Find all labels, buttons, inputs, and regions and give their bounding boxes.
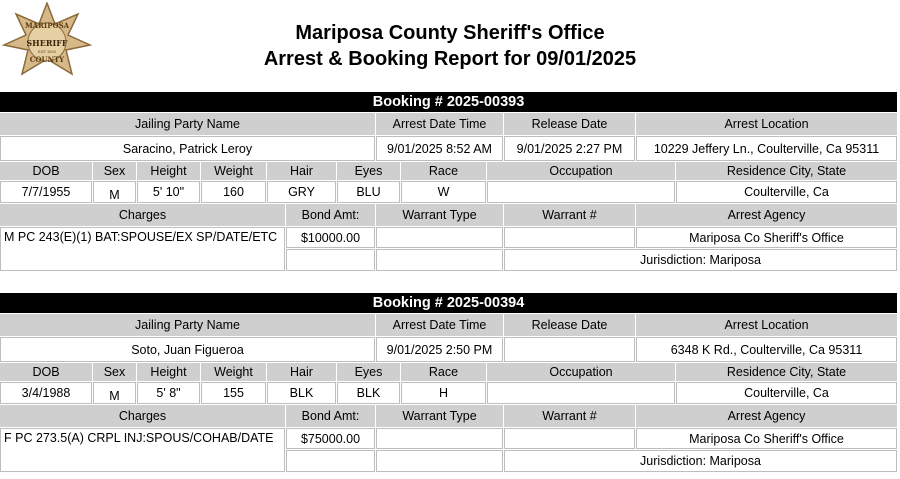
hair-value: BLK xyxy=(267,382,336,404)
sex-value: M xyxy=(93,181,136,203)
jailing-party-name: Saracino, Patrick Leroy xyxy=(0,136,375,161)
label-height: Height xyxy=(137,162,200,180)
occupation-value xyxy=(487,382,675,404)
charges-value: F PC 273.5(A) CRPL INJ:SPOUS/COHAB/DATE xyxy=(0,428,285,472)
bond-amt-value: $75000.00 xyxy=(286,428,375,449)
arrest-date-time: 9/01/2025 2:50 PM xyxy=(376,337,503,362)
hair-value: GRY xyxy=(267,181,336,203)
label-arrest-agency: Arrest Agency xyxy=(636,405,897,427)
label-charges: Charges xyxy=(0,204,285,226)
arrest-agency-value: Mariposa Co Sheriff's Office xyxy=(636,227,897,248)
occupation-value xyxy=(487,181,675,203)
label-hair: Hair xyxy=(267,363,336,381)
label-sex: Sex xyxy=(93,363,136,381)
bond-amt-blank xyxy=(286,450,375,472)
label-eyes: Eyes xyxy=(337,162,400,180)
arrest-agency-value: Mariposa Co Sheriff's Office xyxy=(636,428,897,449)
booking-number-header: Booking # 2025-00393 xyxy=(0,92,897,112)
sex-value: M xyxy=(93,382,136,404)
label-arrest-date-time: Arrest Date Time xyxy=(376,113,503,135)
arrest-date-time: 9/01/2025 8:52 AM xyxy=(376,136,503,161)
label-weight: Weight xyxy=(201,162,266,180)
report-title: Mariposa County Sheriff's Office xyxy=(295,22,605,44)
label-arrest-date-time: Arrest Date Time xyxy=(376,314,503,336)
label-charges: Charges xyxy=(0,405,285,427)
booking-number-header: Booking # 2025-00394 xyxy=(0,293,897,313)
charges-value: M PC 243(E)(1) BAT:SPOUSE/EX SP/DATE/ETC xyxy=(0,227,285,271)
svg-text:EST. 1850: EST. 1850 xyxy=(38,50,56,54)
label-race: Race xyxy=(401,162,486,180)
label-arrest-location: Arrest Location xyxy=(636,113,897,135)
label-hair: Hair xyxy=(267,162,336,180)
label-weight: Weight xyxy=(201,363,266,381)
warrant-type-value xyxy=(376,428,503,449)
svg-text:MARIPOSA: MARIPOSA xyxy=(24,21,70,30)
warrant-blank xyxy=(376,249,503,271)
label-residence: Residence City, State xyxy=(676,363,897,381)
warrant-blank xyxy=(376,450,503,472)
weight-value: 160 xyxy=(201,181,266,203)
label-occupation: Occupation xyxy=(487,162,675,180)
jailing-party-name: Soto, Juan Figueroa xyxy=(0,337,375,362)
arrest-location: 6348 K Rd., Coulterville, Ca 95311 xyxy=(636,337,897,362)
bond-amt-value: $10000.00 xyxy=(286,227,375,248)
label-height: Height xyxy=(137,363,200,381)
release-date xyxy=(504,337,635,362)
height-value: 5' 10" xyxy=(137,181,200,203)
race-value: W xyxy=(401,181,486,203)
label-release-date: Release Date xyxy=(504,113,635,135)
label-warrant-number: Warrant # xyxy=(504,204,635,226)
label-dob: DOB xyxy=(0,363,92,381)
label-jailing-party-name: Jailing Party Name xyxy=(0,113,375,135)
warrant-number-value xyxy=(504,227,635,248)
label-bond-amt: Bond Amt: xyxy=(286,405,375,427)
label-bond-amt: Bond Amt: xyxy=(286,204,375,226)
label-arrest-agency: Arrest Agency xyxy=(636,204,897,226)
label-warrant-type: Warrant Type xyxy=(376,405,503,427)
dob-value: 7/7/1955 xyxy=(0,181,92,203)
label-residence: Residence City, State xyxy=(676,162,897,180)
label-warrant-type: Warrant Type xyxy=(376,204,503,226)
eyes-value: BLK xyxy=(337,382,400,404)
svg-text:SHERIFF: SHERIFF xyxy=(26,38,68,48)
label-sex: Sex xyxy=(93,162,136,180)
label-race: Race xyxy=(401,363,486,381)
jurisdiction-value: Jurisdiction: Mariposa xyxy=(504,249,897,271)
arrest-location: 10229 Jeffery Ln., Coulterville, Ca 95311 xyxy=(636,136,897,161)
label-dob: DOB xyxy=(0,162,92,180)
label-release-date: Release Date xyxy=(504,314,635,336)
jurisdiction-value: Jurisdiction: Mariposa xyxy=(504,450,897,472)
label-jailing-party-name: Jailing Party Name xyxy=(0,314,375,336)
label-warrant-number: Warrant # xyxy=(504,405,635,427)
eyes-value: BLU xyxy=(337,181,400,203)
label-occupation: Occupation xyxy=(487,363,675,381)
residence-value: Coulterville, Ca xyxy=(676,181,897,203)
warrant-type-value xyxy=(376,227,503,248)
release-date: 9/01/2025 2:27 PM xyxy=(504,136,635,161)
dob-value: 3/4/1988 xyxy=(0,382,92,404)
weight-value: 155 xyxy=(201,382,266,404)
label-eyes: Eyes xyxy=(337,363,400,381)
race-value: H xyxy=(401,382,486,404)
warrant-number-value xyxy=(504,428,635,449)
height-value: 5' 8" xyxy=(137,382,200,404)
label-arrest-location: Arrest Location xyxy=(636,314,897,336)
svg-text:COUNTY: COUNTY xyxy=(29,55,65,64)
residence-value: Coulterville, Ca xyxy=(676,382,897,404)
bond-amt-blank xyxy=(286,249,375,271)
report-subtitle: Arrest & Booking Report for 09/01/2025 xyxy=(263,48,637,70)
